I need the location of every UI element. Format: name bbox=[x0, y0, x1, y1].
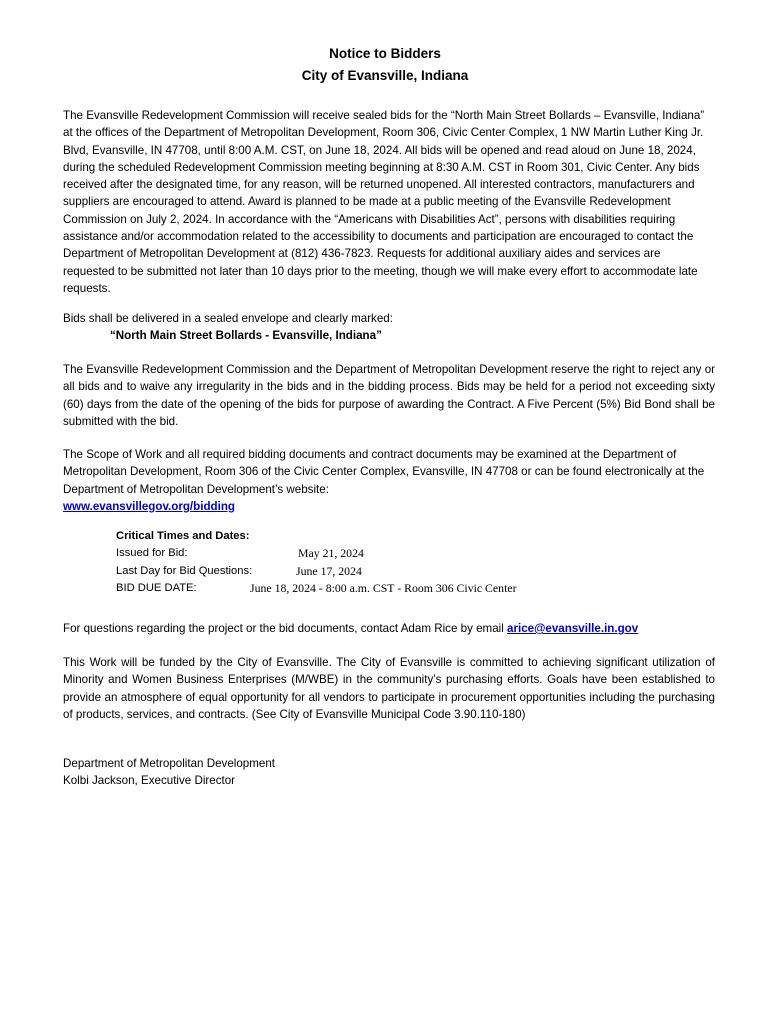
due-value: June 18, 2024 - 8:00 a.m. CST - Room 306 Civic Center bbox=[250, 580, 517, 595]
notice-subtitle: City of Evansville, Indiana bbox=[301, 68, 469, 83]
questions-label: Last Day for Bid Questions: bbox=[116, 564, 253, 577]
notice-title: Notice to Bidders bbox=[329, 46, 441, 61]
critical-dates-header: Critical Times and Dates: bbox=[116, 530, 250, 542]
funding-paragraph: This Work will be funded by the City of Evansville. The City of Evansville is committed to achieving significant utilization of Minority and Women Business Enterprises (M/WBE) in the community’s purchasing efforts. Goals have been established to provide an atmosphere of equal opportunity for all vendors to participate in procurement opportunities including the purchasing of products, services, and contracts. (See City of Evansville Municipal Code 3.90.110-180) bbox=[63, 656, 715, 721]
signature-block bbox=[63, 755, 715, 790]
signature-name: Kolbi Jackson, Executive Director bbox=[63, 774, 236, 788]
reserve-paragraph: The Evansville Redevelopment Commission and the Department of Metropolitan Development reserve the right to reject any or all bids and to waive any irregularity in the bids and in the bidding process. Bids may be held for a period not exceeding sixty (60) days from the date of the opening of the bids for purpose of awarding the Contract. A Five Percent (5%) Bid Bond shall be submitted with the bid. bbox=[63, 363, 715, 428]
issued-row bbox=[116, 545, 364, 562]
issued-label: Issued for Bid: bbox=[116, 547, 188, 560]
questions-row bbox=[116, 563, 362, 580]
due-row bbox=[116, 580, 517, 597]
questions-paragraph bbox=[63, 620, 715, 637]
issued-value: May 21, 2024 bbox=[298, 546, 364, 561]
questions-text: For questions regarding the project or the bid documents, contact Adam Rice by email bbox=[63, 622, 504, 635]
bids-marking: “North Main Street Bollards - Evansville, Indiana” bbox=[110, 329, 382, 342]
signature-department: Department of Metropolitan Development bbox=[63, 757, 276, 770]
due-label: BID DUE DATE: bbox=[116, 581, 197, 594]
website-link[interactable]: www.evansvillegov.org/bidding bbox=[63, 499, 235, 513]
scope-paragraph bbox=[63, 446, 715, 515]
bids-delivery-line: Bids shall be delivered in a sealed envelope and clearly marked: bbox=[63, 312, 393, 325]
scope-text: The Scope of Work and all required bidding documents and contract documents may be examined at the Department of Metropolitan Development, Room 306 of the Civic Center Complex, Evansville, IN 47708 or can be found electronically at the Department of Metropolitan Development’s website: bbox=[63, 448, 705, 496]
critical-dates bbox=[116, 528, 517, 597]
questions-value: June 17, 2024 bbox=[296, 563, 362, 578]
contact-email-link[interactable]: arice@evansville.in.gov bbox=[507, 622, 639, 635]
intro-paragraph: The Evansville Redevelopment Commission will receive sealed bids for the “North Main Street Bollards – Evansville, Indiana” at the offices of the Department of Metropolitan Development, Room 306, Civic Center Complex, 1 NW Martin Luther King Jr. Blvd, Evansville, IN 47708, until 8:00 A.M. CST, on June 18, 2024. All bids will be opened and read aloud on June 18, 2024, during the scheduled Redevelopment Commission meeting beginning at 8:30 A.M. CST in Room 301, Civic Center. Any bids received after the designated time, for any reason, will be returned unopened. All interested contractors, manufacturers and suppliers are encouraged to attend. Award is planned to be made at a public meeting of the Evansville Redevelopment Commission on July 2, 2024. In accordance with the “Americans with Disabilities Act”, persons with disabilities requiring assistance and/or accommodation related to the accessibility to documents and participation are encouraged to contact the Department of Metropolitan Development at (812) 436-7823. Requests for additional auxiliary aides and services are requested to be submitted not later than 10 days prior to the meeting, though we will make every effort to accommodate late requests. bbox=[63, 109, 705, 295]
